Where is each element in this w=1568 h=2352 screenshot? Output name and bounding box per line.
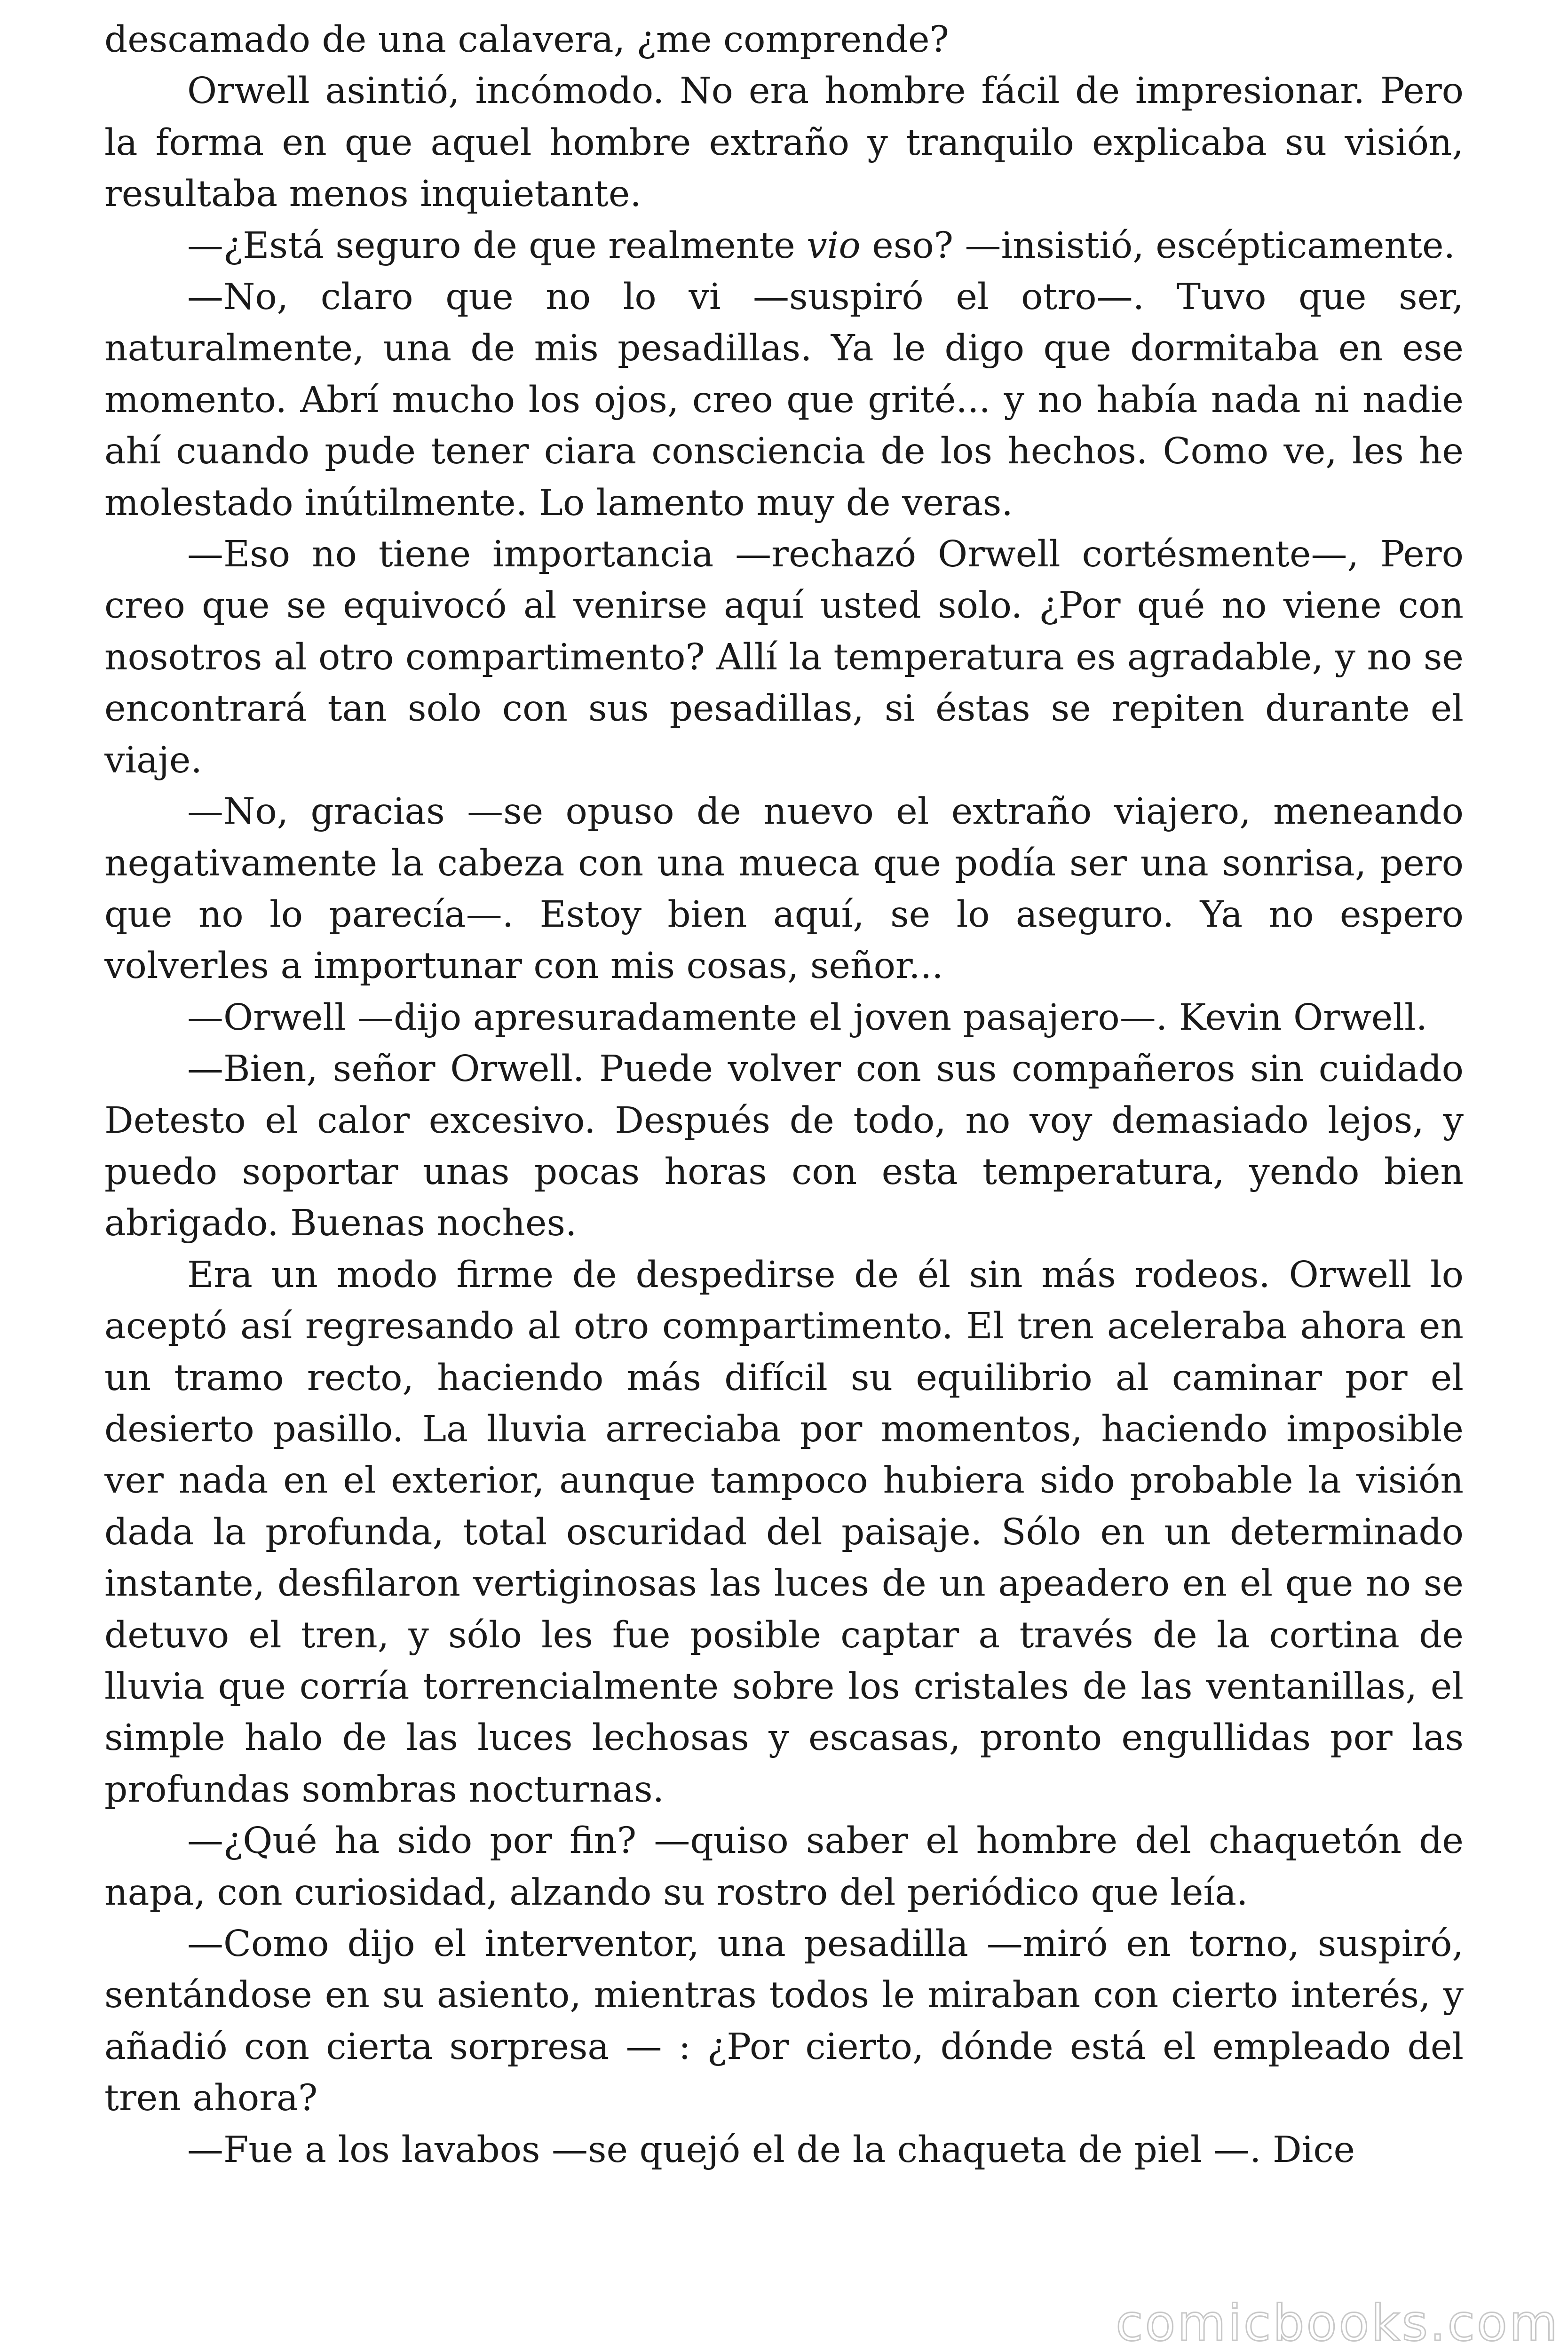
paragraph: —Bien, señor Orwell. Puede volver con sus compañeros sin cuidado Detesto el calor excesivo. Después de todo, no voy demasiado lejos, y puedo soportar unas pocas horas con esta temperatura, yendo bien abrigado. Buenas noches. bbox=[104, 1048, 1464, 1245]
italic-emphasis: vio bbox=[807, 224, 861, 267]
paragraph: —No, claro que no lo vi —suspiró el otro—. Tuvo que ser, naturalmente, una de mis pesadillas. Ya le digo que dormitaba en ese momento. Abrí mucho los ojos, creo que grité... y no había nada ni nadie ahí cuando pude tener ciara consciencia de los hechos. Como ve, les he molestado inútilmente. Lo lamento muy de veras. bbox=[104, 276, 1464, 524]
paragraph-text: eso? —insistió, escépticamente. bbox=[860, 224, 1456, 267]
paragraph: —No, gracias —se opuso de nuevo el extraño viajero, meneando negativamente la cabeza con una mueca que podía ser una sonrisa, pero que no lo parecía—. Estoy bien aquí, se lo aseguro. Ya no espero volverles a importunar con mis cosas, señor... bbox=[104, 791, 1464, 987]
paragraph: Era un modo firme de despedirse de él sin más rodeos. Orwell lo aceptó así regresando al otro compartimento. El tren aceleraba ahora en un tramo recto, haciendo más difícil su equilibrio al caminar por el desierto pasillo. La lluvia arreciaba por momentos, haciendo imposible ver nada en el exterior, aunque tampoco hubiera sido probable la visión dada la profunda, total oscuridad del paisaje. Sólo en un determinado instante, desfilaron vertiginosas las luces de un apeadero en el que no se detuvo el tren, y sólo les fue posible captar a través de la cortina de lluvia que corría torrencialmente sobre los cristales de las ventanillas, el simple halo de las luces lechosas y escasas, pronto engullidas por las profundas sombras nocturnas. bbox=[104, 1254, 1464, 1811]
watermark-logo: comicbooks.com bbox=[1116, 2294, 1560, 2352]
paragraph: —¿Qué ha sido por fin? —quiso saber el hombre del chaquetón de napa, con curiosidad, alzando su rostro del periódico que leía. bbox=[104, 1820, 1464, 1914]
paragraph-text: —¿Está seguro de que realmente bbox=[187, 224, 807, 267]
paragraph: —Orwell —dijo apresuradamente el joven pasajero—. Kevin Orwell. bbox=[187, 996, 1428, 1039]
paragraph-cut-off: —Fue a los lavabos —se quejó el de la chaqueta de piel —. Dice bbox=[187, 2129, 1355, 2171]
paragraph: —Como dijo el interventor, una pesadilla —miró en torno, suspiró, sentándose en su asiento, mientras todos le miraban con cierto interés, y añadió con cierta sorpresa — : ¿Por cierto, dónde está el empleado del tren ahora? bbox=[104, 1923, 1464, 2120]
paragraph: —Eso no tiene importancia —rechazó Orwell cortésmente—, Pero creo que se equivocó al venirse aquí usted solo. ¿Por qué no viene con nosotros al otro compartimento? Allí la temperatura es agradable, y no se encontrará tan solo con sus pesadillas, si éstas se repiten durante el viaje. bbox=[104, 533, 1464, 781]
paragraph-continuation: descamado de una calavera, ¿me comprende? bbox=[104, 19, 949, 61]
book-page bbox=[104, 14, 1464, 2338]
paragraph: Orwell asintió, incómodo. No era hombre fácil de impresionar. Pero la forma en que aquel hombre extraño y tranquilo explicaba su visión, resultaba menos inquietante. bbox=[104, 70, 1464, 215]
paragraph bbox=[104, 220, 1464, 271]
